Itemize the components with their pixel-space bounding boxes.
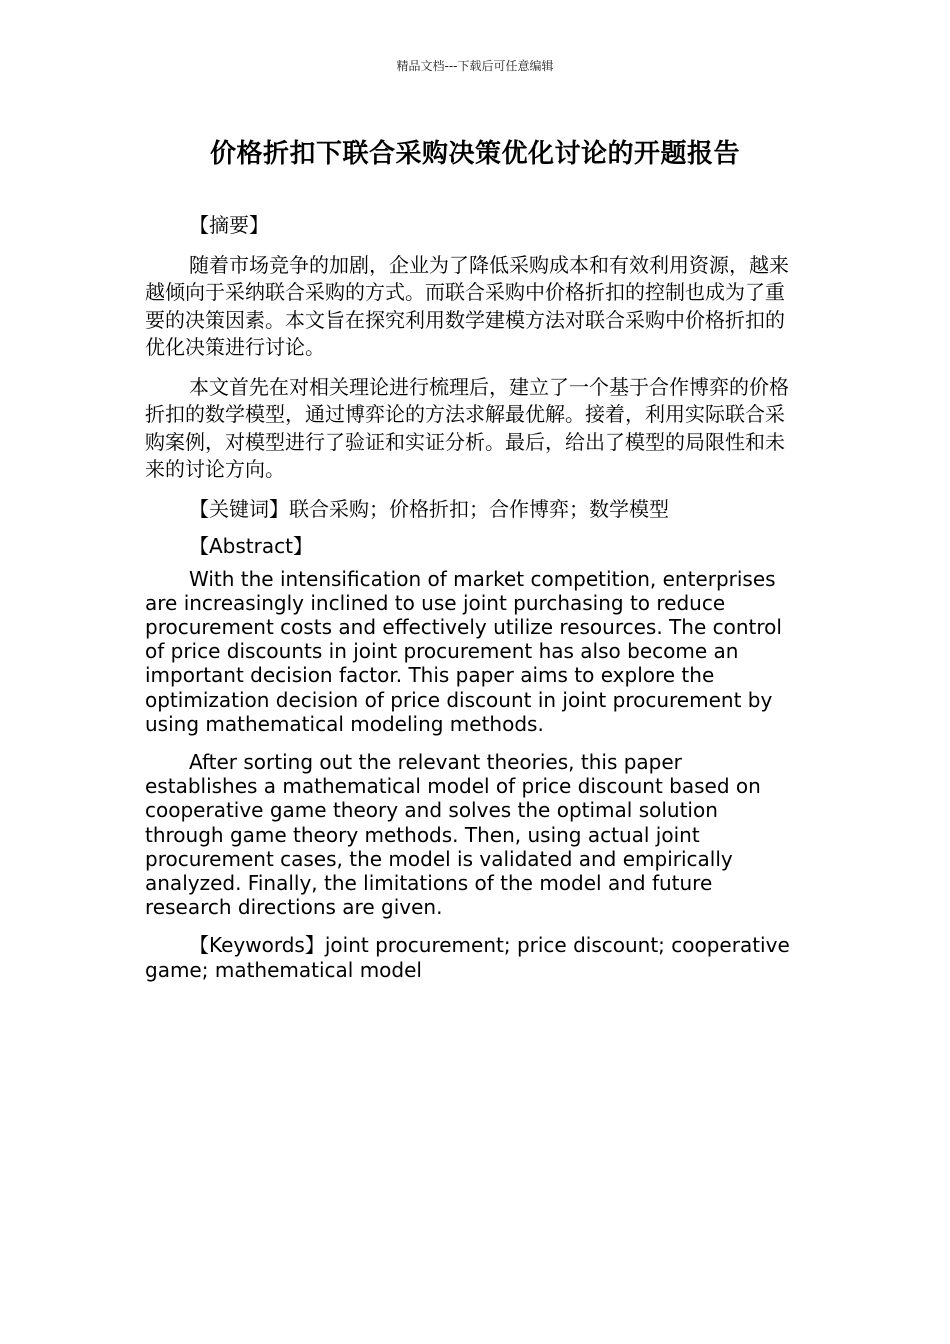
abstract-en-paragraph-2: After sorting out the relevant theories, this paper establishes a mathematical model of price discount based on cooperative game theory and solves the optimal solution through game theory methods. Then, using actual joint procurement cases, the model is validated and empirically analyzed. Finally, the limitations of the model and future research directions are given. (145, 749, 761, 920)
abstract-cn-paragraph-2: 本文首先在对相关理论进行梳理后，建立了一个基于合作博弈的价格折扣的数学模型，通过博弈论的方法求解最优解。接着，利用实际联合采购案例，对模型进行了验证和实证分析。最后，给出了模型的局限性和未来的讨论方向。 (145, 374, 789, 481)
keywords-cn: 【关键词】联合采购；价格折扣；合作博弈；数学模型 (189, 496, 669, 521)
keywords-en: 【Keywords】joint procurement; price discount; cooperative game; mathematical model (145, 933, 790, 982)
document-title: 价格折扣下联合采购决策优化讨论的开题报告 (209, 139, 740, 169)
abstract-en-paragraph-1: With the intensification of market competition, enterprises are increasingly inclined to use joint purchasing to reduce procurement costs and effectively utilize resources. The control of price discounts in joint procurement has also become an important decision factor. This paper aims to explore the optimization decision of price discount in joint procurement by using mathematical modeling methods. (145, 566, 782, 736)
abstract-cn-paragraph-1: 随着市场竞争的加剧，企业为了降低采购成本和有效利用资源，越来越倾向于采纳联合采购的方式。而联合采购中价格折扣的控制也成为了重要的决策因素。本文旨在探究利用数学建模方法对联合采购中价格折扣的优化决策进行讨论。 (145, 252, 789, 359)
header-note: 精品文档---下载后可任意编辑 (396, 59, 554, 73)
abstract-en-heading: 【Abstract】 (189, 534, 313, 558)
document-body (145, 212, 800, 982)
abstract-cn-heading: 【摘要】 (189, 213, 269, 237)
